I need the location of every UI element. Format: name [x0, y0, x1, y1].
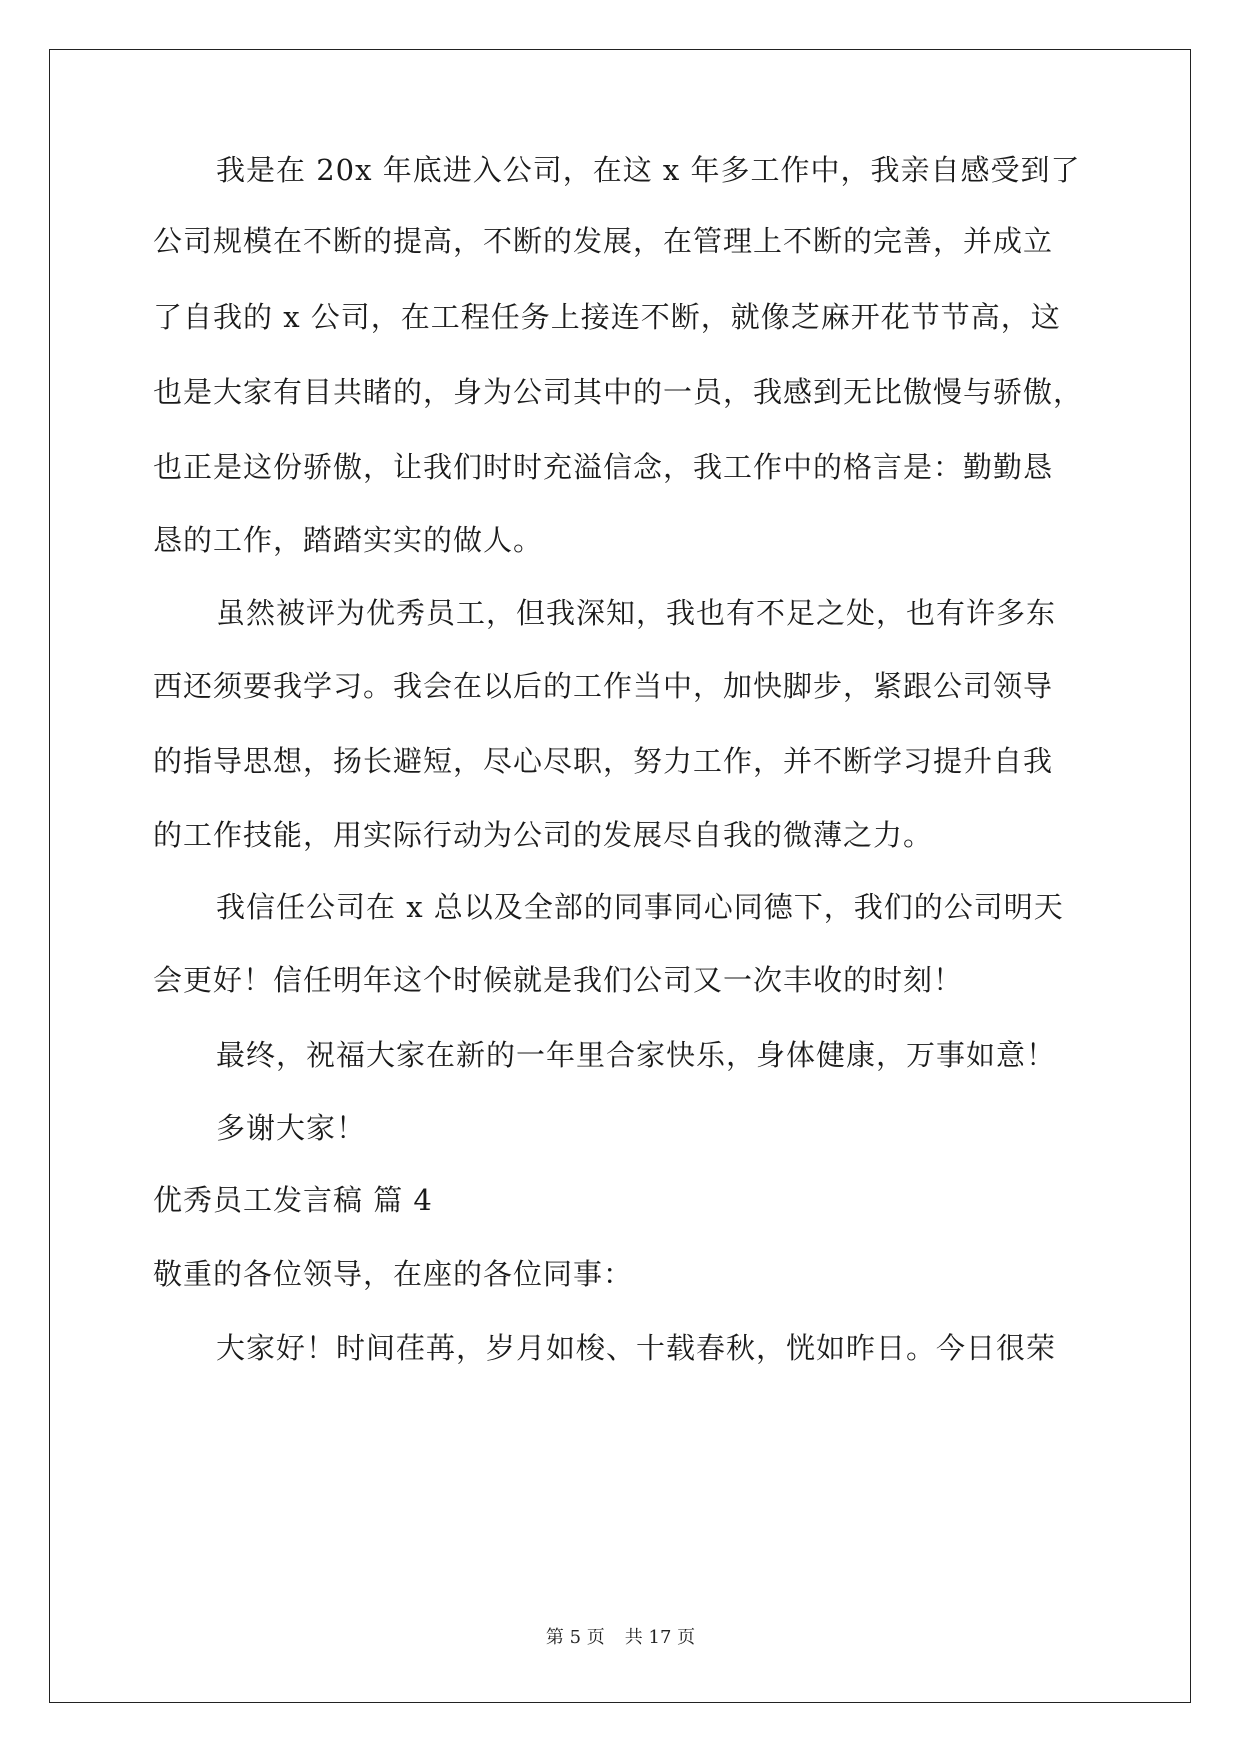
body-text-line: 也正是这份骄傲，让我们时时充溢信念，我工作中的格言是：勤勤恳 — [153, 450, 1054, 484]
body-text-line: 的工作技能，用实际行动为公司的发展尽自我的微薄之力。 — [153, 818, 934, 852]
salutation-line: 敬重的各位领导，在座的各位同事： — [153, 1257, 634, 1291]
body-text-line: 恳的工作，踏踏实实的做人。 — [153, 523, 544, 557]
body-text-line: 会更好！信任明年这个时候就是我们公司又一次丰收的时刻！ — [153, 963, 964, 997]
body-text-line: 西还须要我学习。我会在以后的工作当中，加快脚步，紧跟公司领导 — [153, 669, 1054, 703]
body-text-line: 多谢大家！ — [216, 1111, 367, 1145]
body-text-line: 我是在 20x 年底进入公司，在这 x 年多工作中，我亲自感受到了 — [216, 153, 1081, 187]
body-text-line: 最终，祝福大家在新的一年里合家快乐，身体健康，万事如意！ — [216, 1038, 1057, 1072]
body-text-line: 了自我的 x 公司，在工程任务上接连不断，就像芝麻开花节节高，这 — [153, 300, 1061, 334]
body-text-line: 也是大家有目共睹的，身为公司其中的一员，我感到无比傲慢与骄傲， — [153, 375, 1084, 409]
page-total: 共 17 页 — [624, 1627, 696, 1648]
page-footer — [0, 1626, 1241, 1650]
section-heading: 优秀员工发言稿 篇 4 — [153, 1183, 433, 1217]
body-text-line: 公司规模在不断的提高，不断的发展，在管理上不断的完善，并成立 — [153, 224, 1054, 258]
body-text-line: 大家好！时间荏苒，岁月如梭、十载春秋，恍如昨日。今日很荣 — [216, 1331, 1057, 1365]
body-text-line: 我信任公司在 x 总以及全部的同事同心同德下，我们的公司明天 — [216, 890, 1064, 924]
body-text-line: 的指导思想，扬长避短，尽心尽职，努力工作，并不断学习提升自我 — [153, 744, 1054, 778]
body-text-line: 虽然被评为优秀员工，但我深知，我也有不足之处，也有许多东 — [216, 596, 1057, 630]
page-number: 第 5 页 — [545, 1627, 605, 1648]
